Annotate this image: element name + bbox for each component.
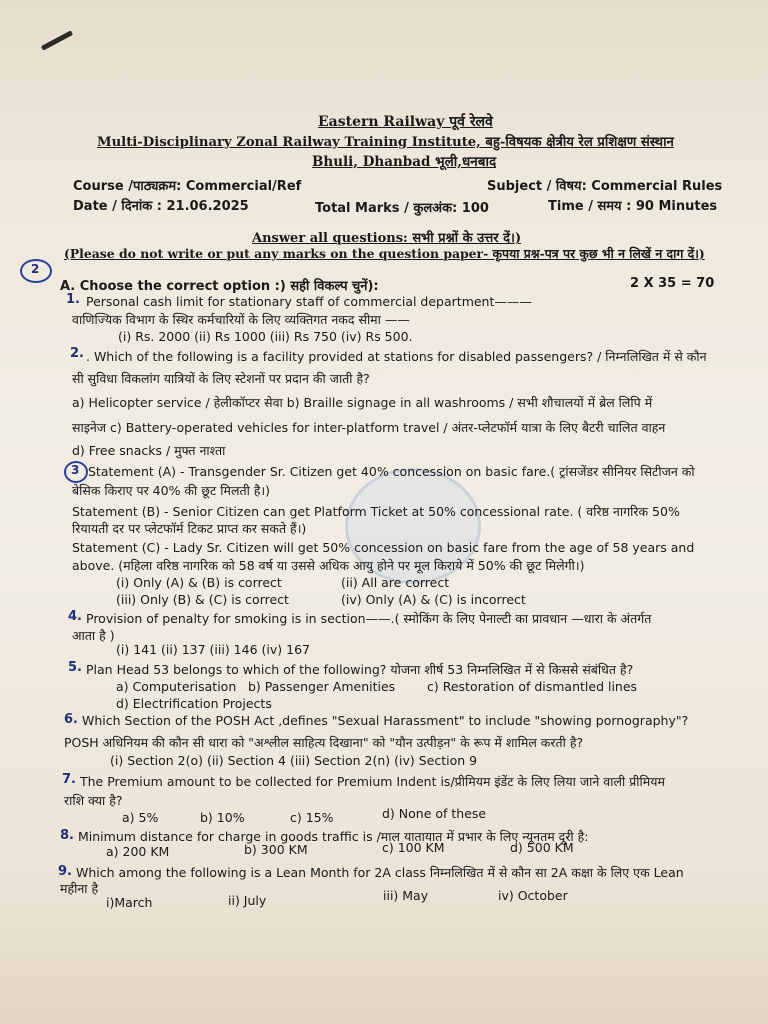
instruction-answer-all: Answer all questions: सभी प्रश्नों के उत्तर दें।) xyxy=(252,231,522,246)
subject-label: Subject / विषय: Commercial Rules xyxy=(487,179,723,194)
pin-mark xyxy=(41,30,73,50)
q3-circled-number xyxy=(64,461,88,483)
institute-title: Multi-Disciplinary Zonal Railway Training Institute, बहु-विषयक क्षेत्रीय रेल प्रशिक्षण संस्थान xyxy=(97,135,674,150)
time-label: Time / समय : 90 Minutes xyxy=(548,199,718,214)
instruction-no-marks: (Please do not write or put any marks on the question paper- कृपया प्रश्न-पत्र पर कुछ भी न लिखें न दाग दें।) xyxy=(64,246,705,261)
q6-text-en: Which Section of the POSH Act ,defines "Sexual Harassment" to include "showing pornography"? xyxy=(82,713,689,728)
q8-option-b: b) 300 KM xyxy=(244,842,308,857)
q1-text-en: Personal cash limit for stationary staff of commercial department——— xyxy=(86,294,532,309)
q3-statement-c-hi: above. (महिला वरिष्ठ नागरिक को 58 वर्ष या उससे अधिक आयु होने पर मूल किराये में 50% की छूट मिलेगी।) xyxy=(72,558,585,573)
q5-number: 5. xyxy=(68,660,82,675)
q8-option-c: c) 100 KM xyxy=(382,840,445,855)
section-marks: 2 X 35 = 70 xyxy=(630,276,715,291)
q5-option-c: c) Restoration of dismantled lines xyxy=(427,679,638,694)
q3-option-ii: (ii) All are correct xyxy=(341,575,450,590)
q3-statement-a-hi: बेसिक किराए पर 40% की छूट मिलती है।) xyxy=(72,483,271,498)
q1-number: 1. xyxy=(66,292,80,307)
q1-options: (i) Rs. 2000 (ii) Rs 1000 (iii) Rs 750 (iv) Rs 500. xyxy=(118,329,413,344)
handwritten-circle-mark xyxy=(20,259,52,283)
q9-option-b: ii) July xyxy=(228,893,267,908)
q3-statement-c: Statement (C) - Lady Sr. Citizen will get 50% concession on basic fare from the age of 58 years and xyxy=(72,540,695,555)
handwritten-mark-text: 2 xyxy=(31,262,40,276)
q8-option-a: a) 200 KM xyxy=(106,844,170,859)
q4-text-cont: आता है ) xyxy=(72,628,115,643)
section-title: A. Choose the correct option :) सही विकल्प चुनें): xyxy=(60,279,379,294)
q7-option-b: b) 10% xyxy=(200,810,245,825)
q7-option-a: a) 5% xyxy=(122,810,159,825)
q4-number: 4. xyxy=(68,609,82,624)
q6-options: (i) Section 2(o) (ii) Section 4 (iii) Section 2(n) (iv) Section 9 xyxy=(110,753,478,768)
q3-option-i: (i) Only (A) & (B) is correct xyxy=(116,575,282,590)
q7-text-cont: राशि क्या है? xyxy=(64,793,123,808)
q7-option-c: c) 15% xyxy=(290,810,334,825)
q2-text-en: . Which of the following is a facility provided at stations for disabled passengers? / निम्नलिखित में से कौन xyxy=(86,349,707,364)
q9-option-d: iv) October xyxy=(498,888,568,903)
q7-text: The Premium amount to be collected for Premium Indent is/प्रीमियम इंडेंट के लिए लिया जाने वाली प्रीमियम xyxy=(80,774,665,789)
q2-text-hi: सी सुविधा विकलांग यात्रियों के लिए स्टेशनों पर प्रदान की जाती है? xyxy=(72,371,370,386)
q2-option-d: d) Free snacks / मुफ्त नाश्ता xyxy=(72,443,226,458)
q5-option-d: d) Electrification Projects xyxy=(116,696,272,711)
q3-statement-a: Statement (A) - Transgender Sr. Citizen get 40% concession on basic fare.( ट्रांसजेंडर सीनियर सिटीजन को xyxy=(88,464,695,479)
q2-number: 2. xyxy=(70,346,84,361)
q9-option-a: i)March xyxy=(106,895,153,910)
total-marks-label: Total Marks / कुलअंक: 100 xyxy=(315,201,489,216)
q9-number: 9. xyxy=(58,864,72,879)
date-label: Date / दिनांक : 21.06.2025 xyxy=(73,199,249,214)
course-label: Course /पाठ्यक्रम: Commercial/Ref xyxy=(73,179,302,194)
q8-option-d: d) 500 KM xyxy=(510,840,574,855)
q6-text-hi: POSH अधिनियम की कौन सी धारा को "अश्लील साहित्य दिखाना" को "यौन उत्पीड़न" के रूप में शामिल करती है? xyxy=(64,735,584,750)
place-title: Bhuli, Dhanbad भूली,धनबाद xyxy=(312,154,497,170)
org-title: Eastern Railway पूर्व रेलवे xyxy=(318,114,493,130)
q8-text: Minimum distance for charge in goods traffic is /माल यातायात में प्रभार के लिए न्यूनतम दूरी है: xyxy=(78,829,589,844)
q5-option-b: b) Passenger Amenities xyxy=(248,679,396,694)
q2-option-c: साइनेज c) Battery-operated vehicles for inter-platform travel / अंतर-प्लेटफॉर्म यात्रा के लिए बैटरी चालित वाहन xyxy=(72,420,666,435)
q3-option-iii: (iii) Only (B) & (C) is correct xyxy=(116,592,289,607)
q9-text-cont: महीना है xyxy=(60,881,99,896)
q3-statement-b: Statement (B) - Senior Citizen can get Platform Ticket at 50% concessional rate. ( वरिष्ठ नागरिक 50% xyxy=(72,504,680,519)
q4-text: Provision of penalty for smoking is in section——.( स्मोकिंग के लिए पेनाल्टी का प्रावधान —धारा के अंतर्गत xyxy=(86,611,652,626)
q1-text-hi: वाणिज्यिक विभाग के स्थिर कर्मचारियों के लिए व्यक्तिगत नकद सीमा —— xyxy=(72,312,410,327)
q9-option-c: iii) May xyxy=(383,888,429,903)
q3-number: 3 xyxy=(71,463,80,477)
q8-number: 8. xyxy=(60,828,74,843)
q3-statement-b-hi: रियायती दर पर प्लेटफॉर्म टिकट प्राप्त कर सकते हैं।) xyxy=(72,521,307,536)
q7-number: 7. xyxy=(62,772,76,787)
q4-options: (i) 141 (ii) 137 (iii) 146 (iv) 167 xyxy=(116,642,310,657)
q9-text: Which among the following is a Lean Month for 2A class निम्नलिखित में से कौन सा 2A कक्षा के लिए एक Lean xyxy=(76,865,684,880)
q6-number: 6. xyxy=(64,712,78,727)
q7-option-d: d) None of these xyxy=(382,806,487,821)
q5-option-a: a) Computerisation xyxy=(116,679,237,694)
q2-option-ab: a) Helicopter service / हेलीकॉप्टर सेवा b) Braille signage in all washrooms / सभी शौचालयों में ब्रेल लिपि में xyxy=(72,395,653,410)
q3-option-iv: (iv) Only (A) & (C) is incorrect xyxy=(341,592,526,607)
q5-text: Plan Head 53 belongs to which of the following? योजना शीर्ष 53 निम्नलिखित में से किससे संबंधित है? xyxy=(86,662,634,677)
